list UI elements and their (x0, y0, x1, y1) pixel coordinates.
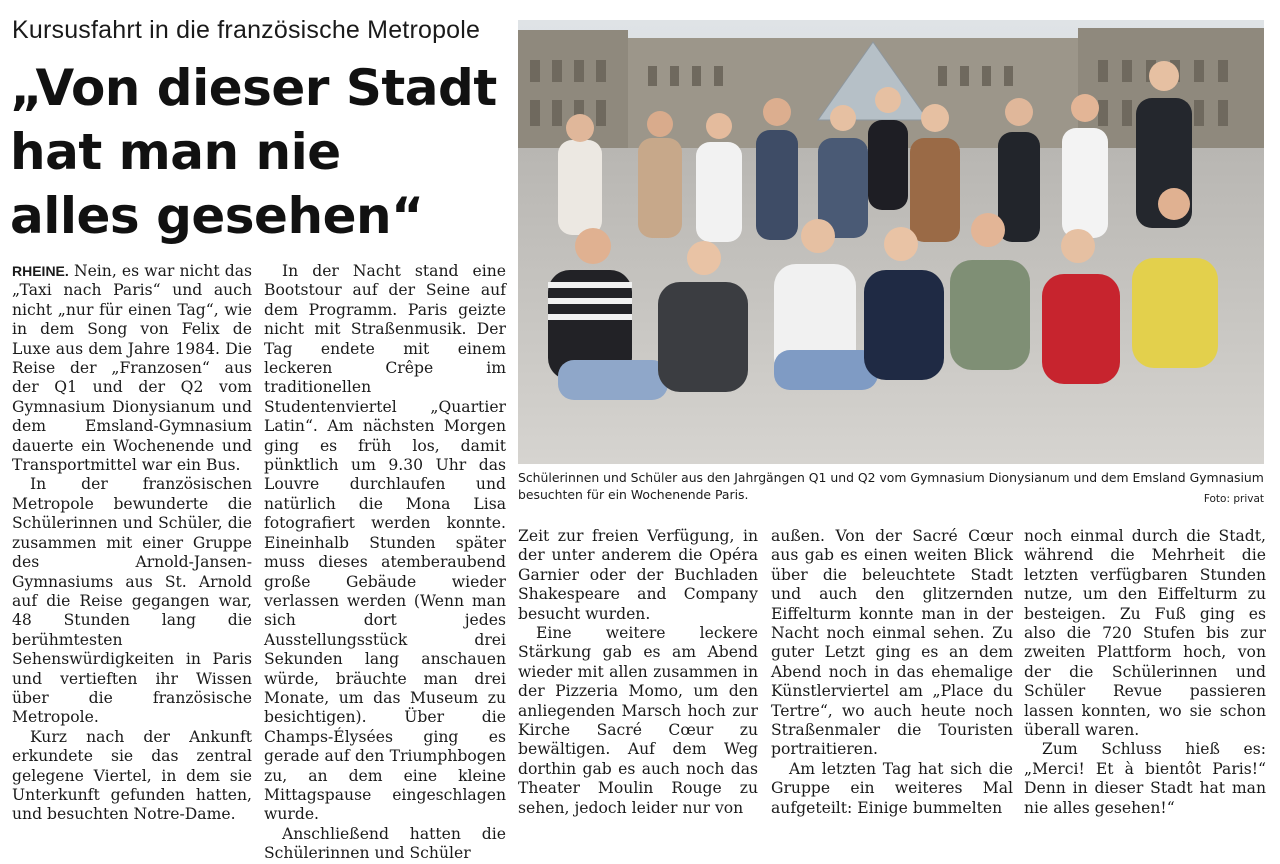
text-column-5 (1024, 527, 1266, 818)
paragraph-text: Nein, es war nicht das „Taxi nach Paris“ und auch nicht „nur für einen Tag“, wie in dem Song von Felix de Luxe aus dem Jahre 1984. Die Reise der „Franzosen“ aus der Q1 und der Q2 vom Gymnasium Dionysianum und dem Emsland-Gymnasium dauerte ein Wochenende und Transportmittel war ein Bus. (12, 262, 252, 475)
photo-caption: Schülerinnen und Schüler aus den Jahrgängen Q1 und Q2 vom Gymnasium Dionysianum und dem Emsland Gymnasium besuchten für ein Wochenende Paris. (518, 470, 1264, 502)
dateline: RHEINE. (12, 263, 69, 279)
text-column-3 (518, 527, 758, 818)
paragraph: noch einmal durch die Stadt, während die Mehrheit die letzten verfügbaren Stunden nutze, um den Eiffelturm zu besteigen. Zu Fuß ging es also die 720 Stufen bis zur zweiten Plattform hoch, von der die Schülerinnen und Schüler Revue passieren lassen konnten, wo sie schon überall waren. (1024, 527, 1266, 740)
paragraph: außen. Von der Sacré Cœur aus gab es einen weiten Blick über die beleuchtete Stadt und auch den glitzernden Eiffelturm konnte man in der Nacht noch einmal sehen. Zu guter Letzt ging es an dem Abend noch in das ehemalige Künstlerviertel am „Place du Tertre“, wo auch heute noch Straßenmaler die Touristen portraitieren. (771, 527, 1013, 759)
article-kicker: Kursusfahrt in die französische Metropole (12, 16, 481, 44)
paragraph: Zum Schluss hieß es: „Merci! Et à bientôt Paris!“ Denn in dieser Stadt hat man nie alles gesehen!“ (1024, 740, 1266, 817)
headline-line: hat man nie (10, 123, 341, 181)
group-photo (518, 20, 1264, 464)
text-column-4 (771, 527, 1013, 818)
group-photo-image (518, 20, 1264, 464)
paragraph (12, 262, 252, 475)
headline-line: „Von dieser Stadt (10, 59, 497, 117)
article-headline (10, 56, 510, 248)
paragraph: In der französischen Metropole bewunderte die Schülerinnen und Schüler, die zusammen mit einer Gruppe des Arnold-Jansen-Gymnasiums aus St. Arnold auf die Reise gegangen war, 48 Stunden lang die berühmtesten Sehenswürdigkeiten in Paris und vertieften ihr Wissen über die französische Metropole. (12, 475, 252, 727)
headline-line: alles gesehen“ (10, 187, 424, 245)
text-column-2 (264, 262, 506, 864)
paragraph: Anschließend hatten die Schülerinnen und Schüler (264, 824, 506, 863)
photo-credit: Foto: privat (1203, 493, 1264, 505)
text-column-1 (12, 262, 252, 825)
paragraph: Zeit zur freien Verfügung, in der unter anderem die Opéra Garnier oder der Buchladen Shakespeare and Company besucht wurden. (518, 527, 758, 623)
paragraph: Am letzten Tag hat sich die Gruppe ein weiteres Mal aufgeteilt: Einige bummelten (771, 759, 1013, 817)
paragraph: Eine weitere leckere Stärkung gab es am Abend wieder mit allen zusammen in der Pizzeria Momo, um den anliegenden Marsch hoch zur Kirche Sacré Cœur zu bewältigen. Auf dem Weg dorthin gab es auch noch das Theater Moulin Rouge zu sehen, jedoch leider nur von (518, 624, 758, 817)
paragraph: Kurz nach der Ankunft erkundete sie das zentral gelegene Viertel, in dem sie Unterkunft gefunden hatten, und besuchten Notre-Dame. (12, 727, 252, 824)
paragraph: In der Nacht stand eine Bootstour auf der Seine auf dem Programm. Paris geizte nicht mit Straßenmusik. Der Tag endete mit einem leckeren Crêpe im traditionellen Studentenviertel „Quartier Latin“. Am nächsten Morgen ging es früh los, damit pünktlich um 9.30 Uhr das Louvre durchlaufen und natürlich die Mona Lisa fotografiert werden konnte. Eineinhalb Stunden später muss dieses atemberaubend große Gebäude wieder verlassen werden (Wenn man sich dort jedes Ausstellungsstück drei Sekunden lang anschauen würde, bräuchte man drei Monate, um das Museum zu besichtigen). Über die Champs-Élysées ging es gerade auf den Triumphbogen zu, an dem eine kleine Mittagspause eingeschlagen wurde. (264, 262, 506, 824)
